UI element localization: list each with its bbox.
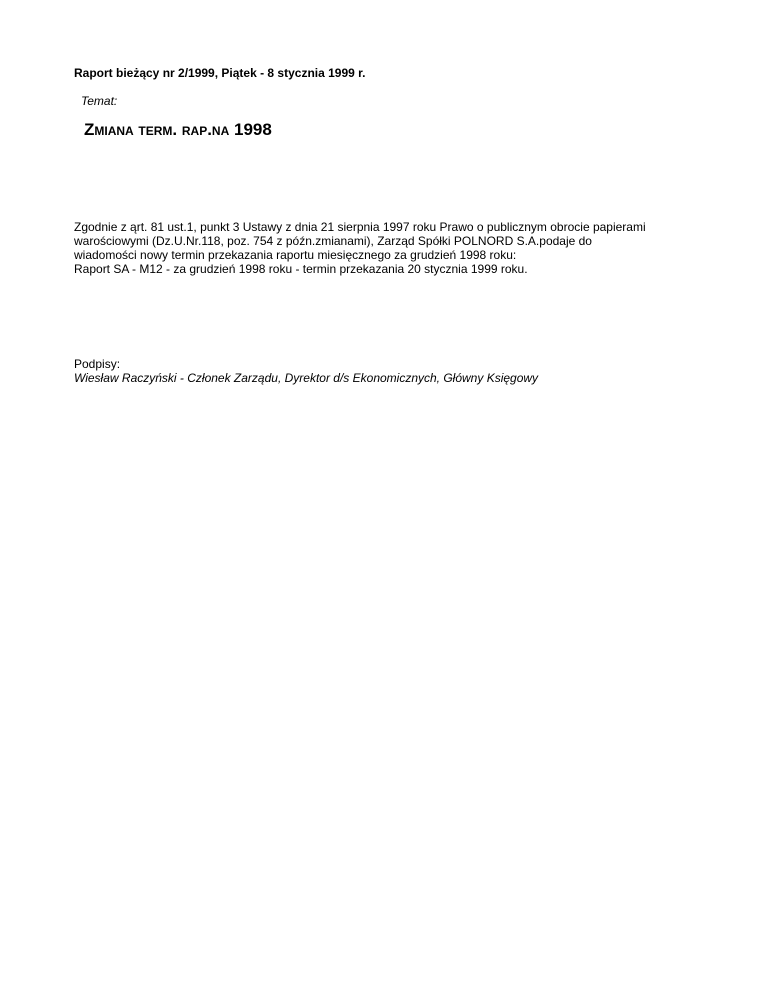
- report-body: [74, 220, 714, 276]
- topic-label: Temat:: [81, 94, 118, 108]
- body-line: wiadomości nowy termin przekazania raportu miesięcznego za grudzień 1998 roku:: [74, 248, 517, 262]
- body-line: Zgodnie z ąrt. 81 ust.1, punkt 3 Ustawy z dnia 21 sierpnia 1997 roku Prawo o publicznym obrocie papierami: [74, 220, 646, 234]
- body-line: warościowymi (Dz.U.Nr.118, poz. 754 z późn.zmianami), Zarząd Spółki POLNORD S.A.podaje do: [74, 234, 592, 248]
- topic-title: Zmiana term. rap.na 1998: [84, 120, 272, 139]
- signatures-name: Wiesław Raczyński - Członek Zarządu, Dyrektor d/s Ekonomicznych, Główny Księgowy: [74, 371, 539, 385]
- signatures-label: Podpisy:: [74, 357, 121, 371]
- body-line: Raport SA - M12 - za grudzień 1998 roku - termin przekazania 20 stycznia 1999 roku.: [74, 262, 528, 276]
- report-header: Raport bieżący nr 2/1999, Piątek - 8 stycznia 1999 r.: [74, 66, 366, 80]
